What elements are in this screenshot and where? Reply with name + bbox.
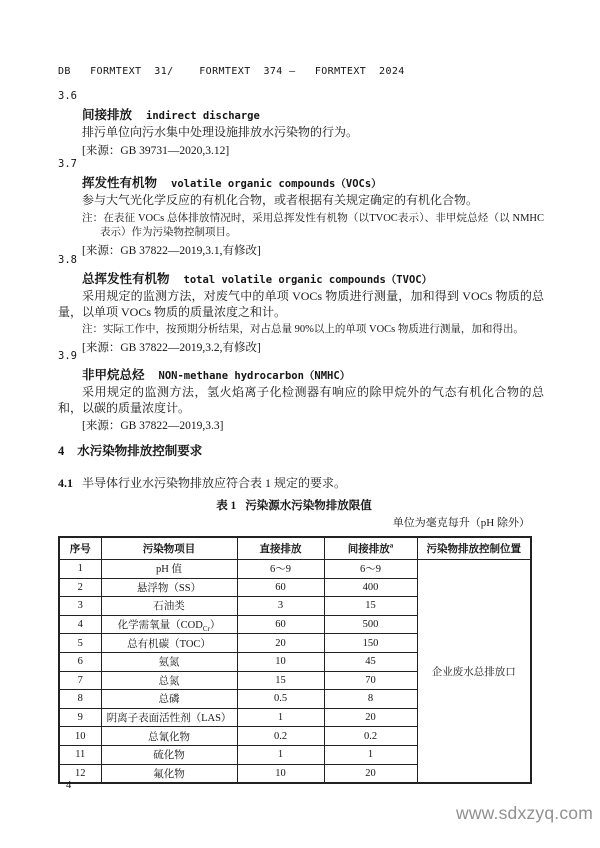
cell-direct: 1 bbox=[237, 745, 324, 764]
definition-text: 采用规定的监测方法，对废气中的单项 VOCs 物质进行测量，加和得到 VOCs 物质的总量，以单项 VOCs 物质的质量浓度之和计。 bbox=[58, 289, 544, 319]
cell-direct: 0.2 bbox=[237, 727, 324, 746]
cell-direct: 1 bbox=[237, 708, 324, 727]
cell-pollutant: 阴离子表面活性剂（LAS） bbox=[101, 708, 237, 727]
cell-direct: 60 bbox=[237, 578, 324, 597]
cell-indirect: 45 bbox=[324, 652, 417, 671]
cell-no: 9 bbox=[59, 708, 101, 727]
note-text: 注：在表征 VOCs 总体排放情况时，采用总挥发性有机物（以TVOC表示）、非甲烷总烃（以 NMHC表示）作为污染物控制项目。 bbox=[82, 212, 544, 238]
pollutant-limits-table bbox=[58, 536, 532, 784]
cell-direct: 10 bbox=[237, 764, 324, 783]
cell-indirect: 20 bbox=[324, 708, 417, 727]
table-caption-label: 表 1 bbox=[216, 500, 237, 512]
cell-indirect: 15 bbox=[324, 597, 417, 616]
cell-direct: 0.5 bbox=[237, 690, 324, 709]
clause-4-1 bbox=[58, 474, 346, 491]
clause-3-7 bbox=[58, 158, 544, 258]
cell-indirect: 8 bbox=[324, 690, 417, 709]
clause-3-9 bbox=[58, 350, 544, 433]
cell-pollutant: 氨氮 bbox=[101, 652, 237, 671]
cell-pollutant: 总磷 bbox=[101, 690, 237, 709]
col-header-pollutant: 污染物项目 bbox=[101, 537, 237, 560]
cell-direct: 20 bbox=[237, 634, 324, 653]
cell-no: 1 bbox=[59, 560, 101, 579]
cell-indirect: 1 bbox=[324, 745, 417, 764]
cell-no: 2 bbox=[59, 578, 101, 597]
clause-number: 3.8 bbox=[58, 254, 77, 266]
cell-pollutant: 硫化物 bbox=[101, 745, 237, 764]
cell-no: 7 bbox=[59, 671, 101, 690]
cell-indirect: 70 bbox=[324, 671, 417, 690]
cell-pollutant: pH 值 bbox=[101, 560, 237, 579]
term-line bbox=[82, 175, 544, 192]
cell-pollutant: 石油类 bbox=[101, 597, 237, 616]
col-header-direct: 直接排放 bbox=[237, 537, 324, 560]
cell-direct: 10 bbox=[237, 652, 324, 671]
term-english: indirect discharge bbox=[146, 110, 260, 122]
cell-indirect: 6～9 bbox=[324, 560, 417, 579]
cell-direct: 60 bbox=[237, 615, 324, 634]
term-line bbox=[82, 271, 544, 288]
clause-3-6 bbox=[58, 90, 544, 158]
cell-pollutant: 氟化物 bbox=[101, 764, 237, 783]
cell-direct: 6～9 bbox=[237, 560, 324, 579]
term-line bbox=[82, 107, 544, 124]
cell-no: 3 bbox=[59, 597, 101, 616]
source-reference: [来源：GB 37822—2019,3.1,有修改] bbox=[82, 244, 261, 257]
definition-text: 排污单位向污水集中处理设施排放水污染物的行为。 bbox=[82, 125, 359, 139]
cell-pollutant: 总氰化物 bbox=[101, 727, 237, 746]
term-chinese: 间接排放 bbox=[82, 108, 133, 122]
cell-no: 12 bbox=[59, 764, 101, 783]
col-header-control-location: 污染物排放控制位置 bbox=[417, 537, 531, 560]
definition-text: 采用规定的监测方法，氢火焰离子化检测器有响应的除甲烷外的气态有机化合物的总和，以碳的质量浓度计。 bbox=[58, 385, 544, 415]
cell-no: 11 bbox=[59, 745, 101, 764]
page-number: 4 bbox=[66, 780, 72, 791]
chapter-heading bbox=[58, 441, 202, 459]
cell-indirect: 20 bbox=[324, 764, 417, 783]
cell-no: 8 bbox=[59, 690, 101, 709]
cell-direct: 15 bbox=[237, 671, 324, 690]
table-header-row bbox=[59, 537, 531, 560]
table-caption bbox=[58, 497, 530, 513]
cell-indirect: 400 bbox=[324, 578, 417, 597]
cell-pollutant-cod: 化学需氧量$(COD_{Cr})$ bbox=[101, 615, 237, 634]
chapter-number: 4 bbox=[58, 444, 65, 458]
source-reference: [来源：GB 37822—2019,3.2,有修改] bbox=[82, 341, 261, 354]
footnote-marker: a bbox=[389, 541, 394, 550]
term-chinese: 挥发性有机物 bbox=[82, 176, 158, 190]
note-text: 注：实际工作中，按预期分析结果，对占总量 90%以上的单项 VOCs 物质进行测量，加和得出。 bbox=[82, 324, 524, 335]
definition-text: 参与大气光化学反应的有机化合物，或者根据有关规定确定的有机化合物。 bbox=[82, 193, 479, 207]
cell-indirect: 500 bbox=[324, 615, 417, 634]
cell-no: 6 bbox=[59, 652, 101, 671]
term-chinese: 非甲烷总烃 bbox=[82, 368, 145, 382]
table-caption-title: 污染源水污染物排放限值 bbox=[245, 500, 372, 512]
cell-pollutant: 悬浮物（SS） bbox=[101, 578, 237, 597]
clause-3-8 bbox=[58, 254, 544, 355]
cell-no: 4 bbox=[59, 615, 101, 634]
table-unit-note: 单位为毫克每升（pH 除外） bbox=[392, 517, 530, 529]
cell-direct: 3 bbox=[237, 597, 324, 616]
clause-number: 4.1 bbox=[58, 476, 73, 490]
cod-subscript: Cr bbox=[202, 624, 210, 633]
col-header-index: 序号 bbox=[59, 537, 101, 560]
term-english: volatile organic compounds（VOCs） bbox=[171, 178, 382, 190]
clause-number: 3.7 bbox=[58, 158, 77, 170]
cell-pollutant: 总有机碳（TOC） bbox=[101, 634, 237, 653]
clause-number: 3.9 bbox=[58, 350, 77, 362]
source-reference: [来源：GB 39731—2020,3.12] bbox=[82, 144, 230, 157]
clause-text: 半导体行业水污染物排放应符合表 1 规定的要求。 bbox=[82, 476, 347, 490]
term-english: total volatile organic compounds（TVOC） bbox=[183, 274, 433, 286]
term-english: NON-methane hydrocarbon（NMHC） bbox=[158, 370, 351, 382]
cell-pollutant: 总氮 bbox=[101, 671, 237, 690]
cell-indirect: 0.2 bbox=[324, 727, 417, 746]
source-reference: [来源：GB 37822—2019,3.3] bbox=[82, 420, 224, 432]
col-header-indirect: 间接排放$^a$ bbox=[324, 537, 417, 560]
cell-indirect: 150 bbox=[324, 634, 417, 653]
cell-control-location: 企业废水总排放口 bbox=[417, 560, 531, 784]
term-line bbox=[82, 367, 544, 384]
term-chinese: 总挥发性有机物 bbox=[82, 272, 170, 286]
cell-no: 10 bbox=[59, 727, 101, 746]
watermark: www.sdxzyq.com bbox=[456, 803, 593, 823]
table-row bbox=[59, 560, 531, 579]
chapter-title: 水污染物排放控制要求 bbox=[77, 444, 203, 458]
clause-number: 3.6 bbox=[58, 90, 77, 102]
cell-no: 5 bbox=[59, 634, 101, 653]
document-header: DB FORMTEXT 31/ FORMTEXT 374 — FORMTEXT 2024 bbox=[58, 66, 405, 77]
